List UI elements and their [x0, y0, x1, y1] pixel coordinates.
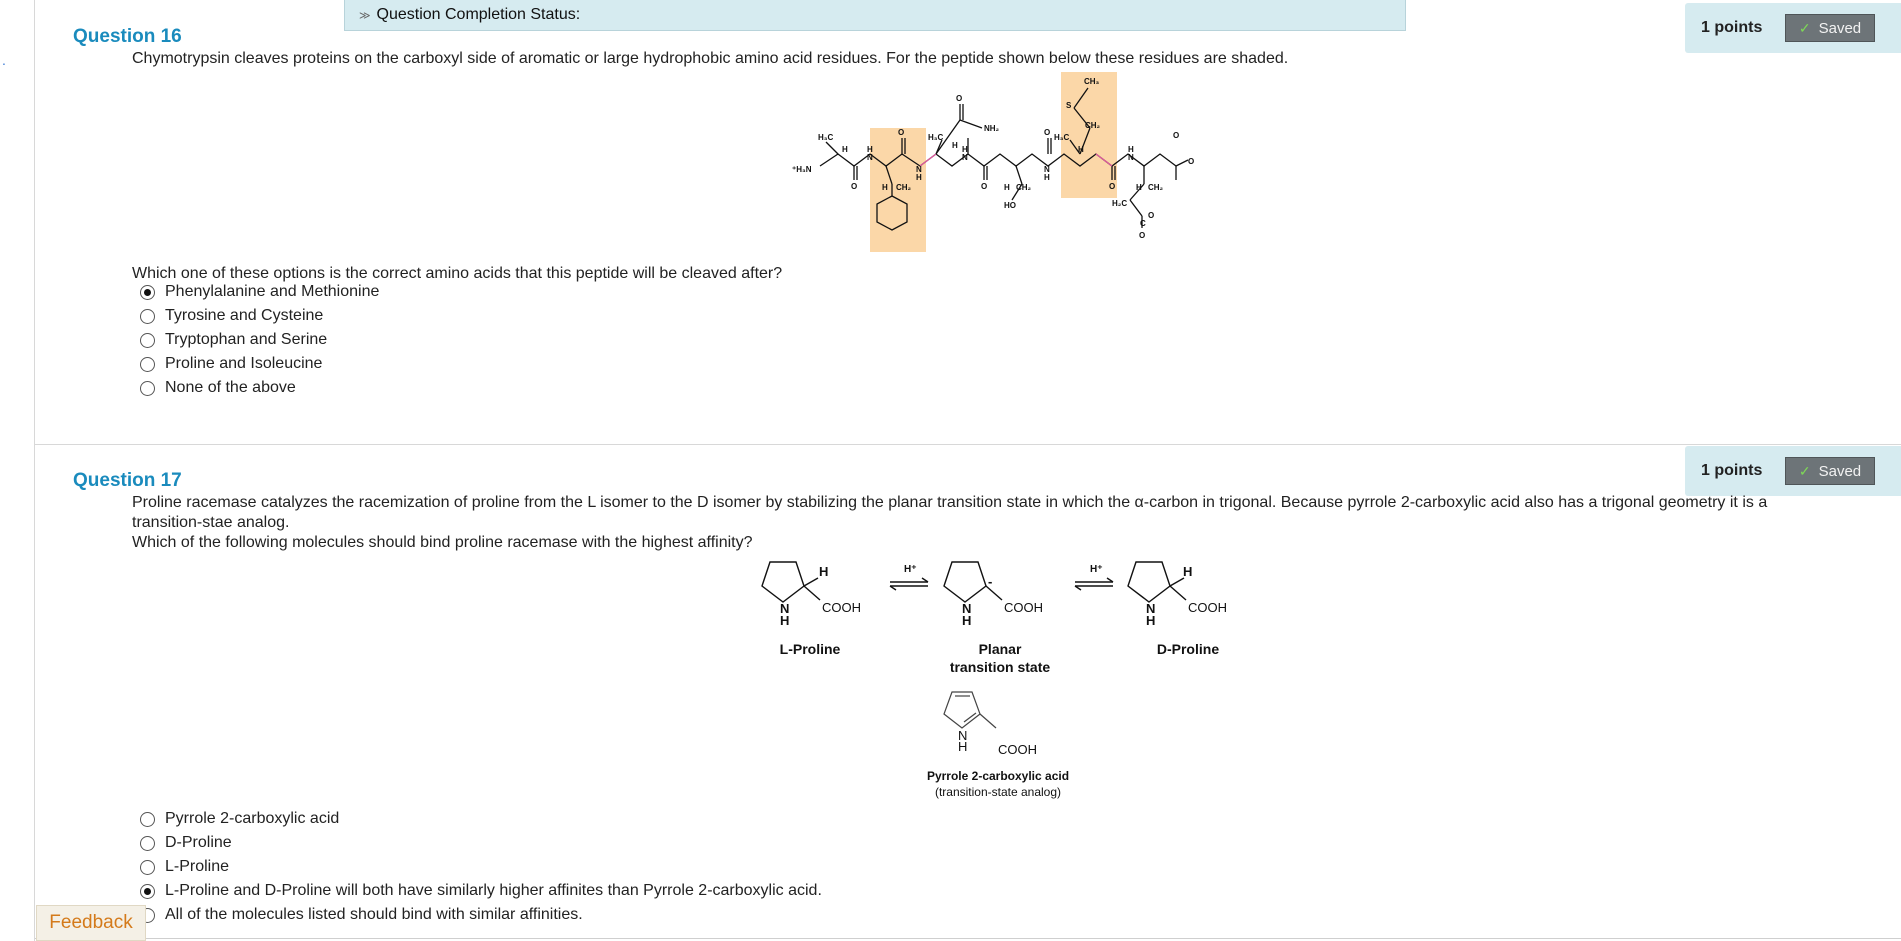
svg-text:O: O [1044, 128, 1051, 137]
d-proline-label: D-Proline [1156, 641, 1220, 657]
radio-button[interactable] [140, 381, 155, 396]
svg-text:C: C [1140, 219, 1146, 228]
question-title: Question 17 [73, 470, 182, 491]
points-label: 1 points [1701, 19, 1763, 36]
cooh-label: COOH [998, 742, 1037, 757]
svg-text:H: H [882, 183, 888, 192]
svg-text:CH₂: CH₂ [1016, 183, 1032, 192]
svg-text:H: H [1128, 145, 1134, 154]
option-label: L-Proline [165, 858, 230, 875]
pyrrole-label: Pyrrole 2-carboxylic acid [926, 769, 1070, 783]
svg-text:O: O [851, 182, 858, 191]
svg-text:NH₂: NH₂ [984, 124, 1000, 133]
side-marker: . [2, 52, 6, 68]
svg-text:CH₃: CH₃ [1084, 77, 1100, 86]
question-text-line: Which of the following molecules should bind proline racemase with the highest affinity? [132, 534, 753, 551]
transition-state-analog-label: (transition-state analog) [934, 785, 1062, 799]
proline-racemase-figure [740, 550, 1240, 810]
svg-text:H: H [952, 141, 958, 150]
cooh-label: COOH [1004, 600, 1043, 615]
radio-button-selected[interactable] [140, 285, 155, 300]
status-label: Question Completion Status: [376, 6, 581, 23]
answer-option[interactable] [140, 304, 379, 328]
answer-options-q16 [140, 280, 379, 400]
svg-text:H: H [819, 564, 829, 579]
points-label: 1 points [1701, 462, 1763, 479]
option-label: Tryptophan and Serine [165, 331, 328, 348]
svg-text:N: N [780, 601, 790, 616]
svg-text:N: N [916, 165, 922, 174]
question-completion-status[interactable] [344, 0, 1406, 31]
question-prompt: Which one of these options is the correct amino acids that this peptide will be cleaved after? [132, 265, 783, 282]
question-text [132, 493, 1767, 553]
svg-text:H: H [842, 145, 848, 154]
svg-text:H: H [867, 145, 873, 154]
svg-text:N: N [962, 153, 968, 162]
svg-text:N: N [958, 728, 968, 743]
svg-text:N: N [1128, 153, 1134, 162]
radio-button[interactable] [140, 309, 155, 324]
svg-text:O: O [981, 182, 988, 191]
radio-button[interactable] [140, 812, 155, 827]
svg-text:H: H [962, 145, 968, 154]
points-panel-q17 [1685, 446, 1901, 496]
svg-text:N: N [867, 153, 873, 162]
svg-text:H₃C: H₃C [928, 133, 944, 142]
option-label: All of the molecules listed should bind with similar affinities. [165, 906, 583, 923]
svg-text:HO: HO [1004, 201, 1016, 210]
points-panel-q16 [1685, 3, 1901, 53]
svg-text:H: H [1078, 145, 1084, 154]
answer-option[interactable] [140, 352, 379, 376]
shaded-residue-met [1061, 72, 1117, 198]
svg-text:O: O [956, 94, 963, 103]
option-label: None of the above [165, 379, 296, 396]
svg-text:H: H [780, 613, 790, 628]
question-title: Question 16 [73, 26, 182, 47]
svg-text:H₃C: H₃C [1054, 133, 1070, 142]
svg-text:H: H [1146, 613, 1156, 628]
question-divider [35, 444, 1901, 445]
transition-state-label: transition state [949, 659, 1051, 675]
radio-button[interactable] [140, 333, 155, 348]
svg-text:CH₂: CH₂ [896, 183, 912, 192]
svg-text:N: N [1044, 165, 1050, 174]
answer-option[interactable] [140, 855, 822, 879]
answer-option[interactable] [140, 831, 822, 855]
saved-button[interactable] [1785, 457, 1875, 485]
svg-text:-: - [988, 574, 993, 589]
svg-text:N: N [1146, 601, 1156, 616]
svg-text:H: H [962, 613, 972, 628]
option-label: Phenylalanine and Methionine [165, 283, 380, 300]
option-label: Tyrosine and Cysteine [165, 307, 324, 324]
peptide-structure-figure [790, 68, 1210, 258]
answer-option[interactable] [140, 376, 379, 400]
question-text-line: Proline racemase catalyzes the racemization of proline from the L isomer to the D isomer by stabilizing the planar transition state in which the α-carbon in trigonal. Because pyrrole 2-carboxylic acid also has a trigonal geometry it is a [132, 494, 1768, 511]
radio-button[interactable] [140, 860, 155, 875]
saved-label: Saved [1818, 19, 1862, 37]
page-left-border [34, 0, 35, 941]
svg-text:H⁺: H⁺ [904, 564, 917, 575]
option-label: Proline and Isoleucine [165, 355, 323, 372]
option-label: Pyrrole 2-carboxylic acid [165, 810, 340, 827]
svg-text:N: N [962, 601, 972, 616]
feedback-label: Feedback [49, 912, 133, 933]
svg-text:S: S [1066, 101, 1072, 110]
l-proline-label: L-Proline [779, 641, 841, 657]
svg-text:CH₂: CH₂ [1148, 183, 1164, 192]
radio-button[interactable] [140, 357, 155, 372]
svg-text:O: O [1148, 211, 1155, 220]
feedback-button[interactable] [36, 905, 146, 941]
svg-text:H: H [1044, 173, 1050, 182]
answer-option[interactable] [140, 807, 822, 831]
svg-text:H₃C: H₃C [818, 133, 834, 142]
svg-text:H: H [1183, 564, 1193, 579]
svg-text:H: H [916, 173, 922, 182]
answer-option[interactable] [140, 903, 822, 927]
planar-label: Planar [978, 641, 1022, 657]
radio-button-selected[interactable] [140, 884, 155, 899]
answer-option[interactable] [140, 879, 822, 903]
chevron-down-icon: ≫ [359, 9, 371, 22]
answer-option[interactable] [140, 328, 379, 352]
svg-text:CH₂: CH₂ [1085, 121, 1101, 130]
checkmark-icon: ✓ [1798, 19, 1811, 36]
svg-text:⁺H₃N: ⁺H₃N [792, 165, 812, 174]
saved-label: Saved [1818, 462, 1862, 480]
answer-options-q17 [140, 807, 822, 927]
svg-text:H₂C: H₂C [1112, 199, 1128, 208]
radio-button[interactable] [140, 836, 155, 851]
question-text-line: transition-stae analog. [132, 514, 290, 531]
answer-option[interactable] [140, 280, 379, 304]
saved-button[interactable] [1785, 14, 1875, 42]
svg-text:O: O [1188, 157, 1195, 166]
option-label: L-Proline and D-Proline will both have similarly higher affinites than Pyrrole 2-carboxylic acid. [165, 882, 822, 899]
svg-text:O: O [898, 128, 905, 137]
cooh-label: COOH [1188, 600, 1227, 615]
bottom-divider [35, 938, 1901, 939]
cooh-label: COOH [822, 600, 861, 615]
svg-text:O: O [1173, 131, 1180, 140]
svg-text:O: O [1139, 231, 1146, 240]
svg-text:O: O [1109, 182, 1116, 191]
svg-text:H: H [1136, 183, 1142, 192]
option-label: D-Proline [165, 834, 232, 851]
svg-text:H⁺: H⁺ [1090, 564, 1103, 575]
checkmark-icon: ✓ [1798, 462, 1811, 479]
question-text: Chymotrypsin cleaves proteins on the carboxyl side of aromatic or large hydrophobic amino acid residues. For the peptide shown below these residues are shaded. [132, 50, 1289, 67]
svg-text:H: H [958, 739, 968, 754]
svg-text:H: H [1004, 183, 1010, 192]
